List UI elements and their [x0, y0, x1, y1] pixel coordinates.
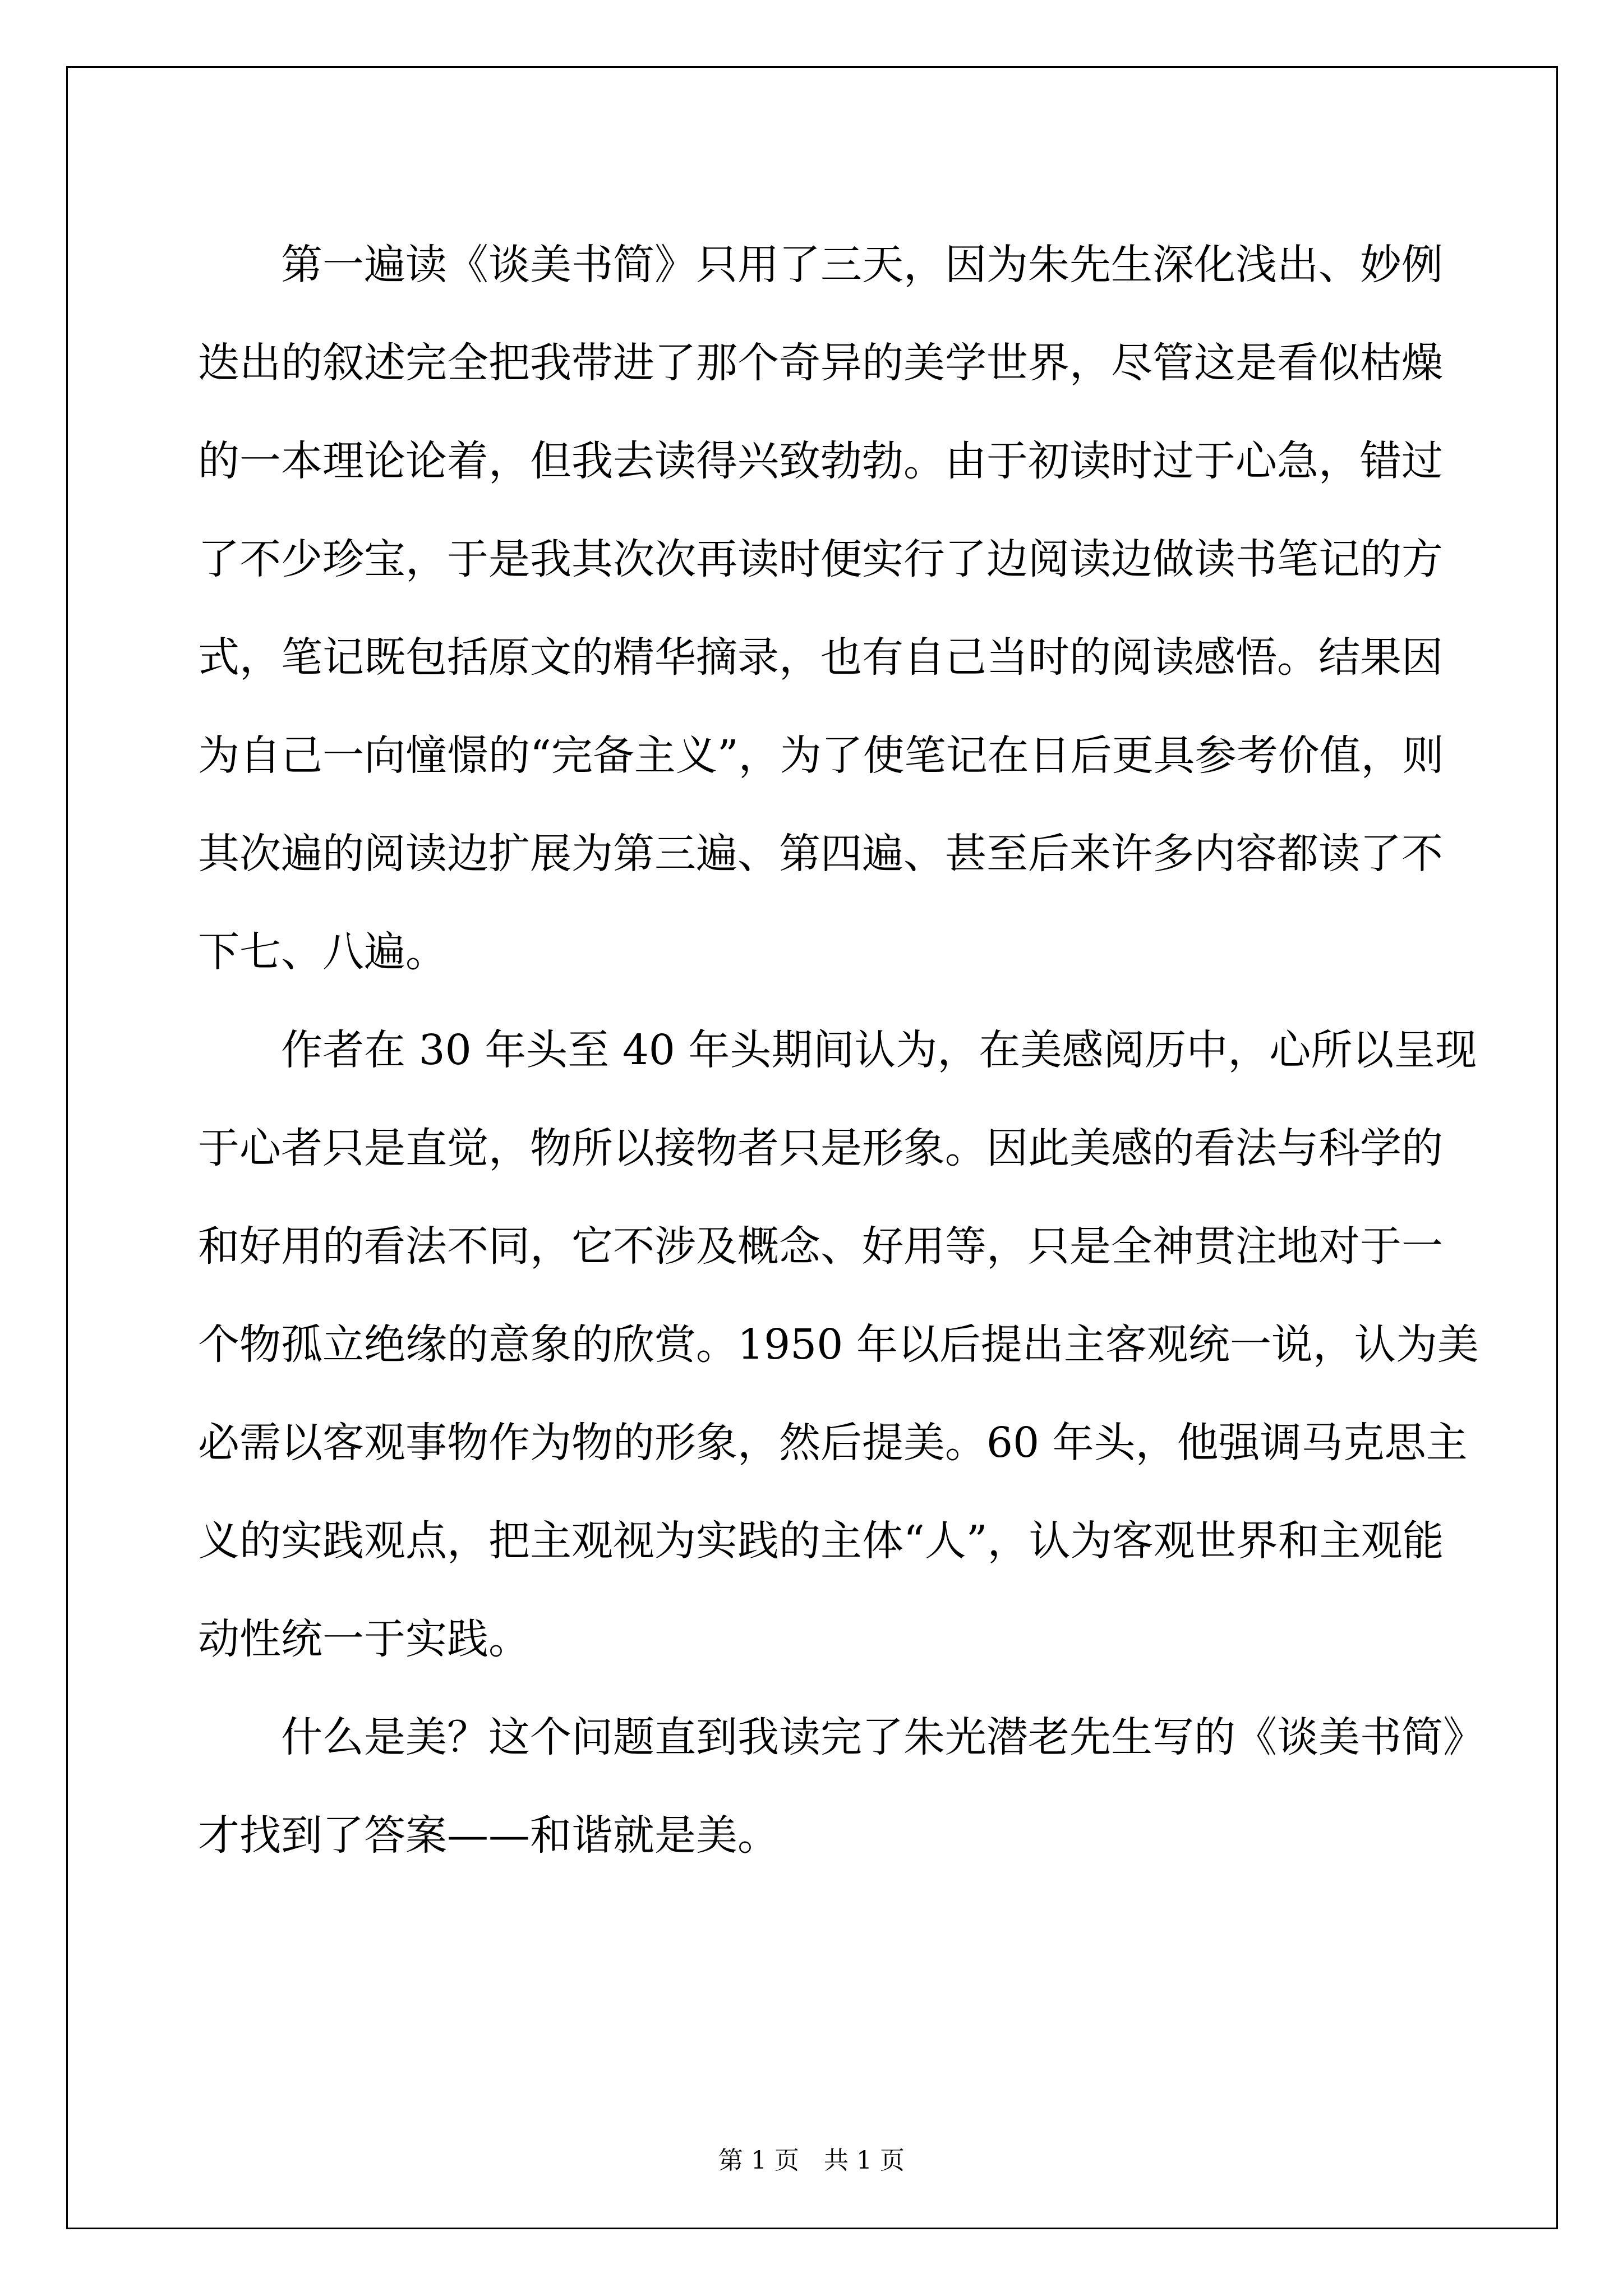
text-line: 第一遍读《谈美书简》只用了三天，因为朱先生深化浅出、妙例 — [281, 241, 1443, 289]
text-line: 其次遍的阅读边扩展为第三遍、第四遍、甚至后来许多内容都读了不 — [198, 830, 1443, 878]
text-line: 于心者只是直觉，物所以接物者只是形象。因此美感的看法与科学的 — [198, 1124, 1443, 1172]
page-footer — [0, 2140, 1623, 2176]
text-line: 为自己一向憧憬的“完备主义”，为了使笔记在日后更具参考价值，则 — [198, 731, 1444, 780]
paragraph-2 — [198, 1001, 1479, 1688]
page-number: 第 1 页 — [718, 2146, 799, 2175]
text-line: 必需以客观事物作为物的形象，然后提美。60 年头，他强调马克思主 — [198, 1419, 1468, 1467]
text-line: 了不少珍宝，于是我其次次再读时便实行了边阅读边做读书笔记的方 — [198, 535, 1443, 583]
paragraph-3 — [198, 1688, 1484, 1885]
page-total: 共 1 页 — [824, 2146, 905, 2175]
text-line: 的一本理论论着，但我去读得兴致勃勃。由于初读时过于心急，错过 — [198, 437, 1443, 485]
text-line: 和好用的看法不同，它不涉及概念、好用等，只是全神贯注地对于一 — [198, 1222, 1443, 1271]
text-line: 下七、八遍。 — [198, 928, 447, 976]
text-line: 动性统一于实践。 — [198, 1615, 530, 1663]
text-line: 什么是美？这个问题直到我读完了朱光潜老先生写的《谈美书简》 — [281, 1713, 1484, 1761]
text-line: 作者在 30 年头至 40 年头期间认为，在美感阅历中，心所以呈现 — [281, 1026, 1477, 1074]
text-line: 个物孤立绝缘的意象的欣赏。1950 年以后提出主客观统一说，认为美 — [198, 1320, 1479, 1369]
text-line: 式，笔记既包括原文的精华摘录，也有自己当时的阅读感悟。结果因 — [198, 633, 1443, 682]
document-body — [198, 216, 1484, 1885]
text-line: 迭出的叙述完全把我带进了那个奇异的美学世界，尽管这是看似枯燥 — [198, 339, 1443, 387]
text-line: 义的实践观点，把主观视为实践的主体“人”，认为客观世界和主观能 — [198, 1517, 1444, 1565]
text-line: 才找到了答案——和谐就是美。 — [198, 1811, 779, 1860]
paragraph-1 — [198, 216, 1444, 1001]
